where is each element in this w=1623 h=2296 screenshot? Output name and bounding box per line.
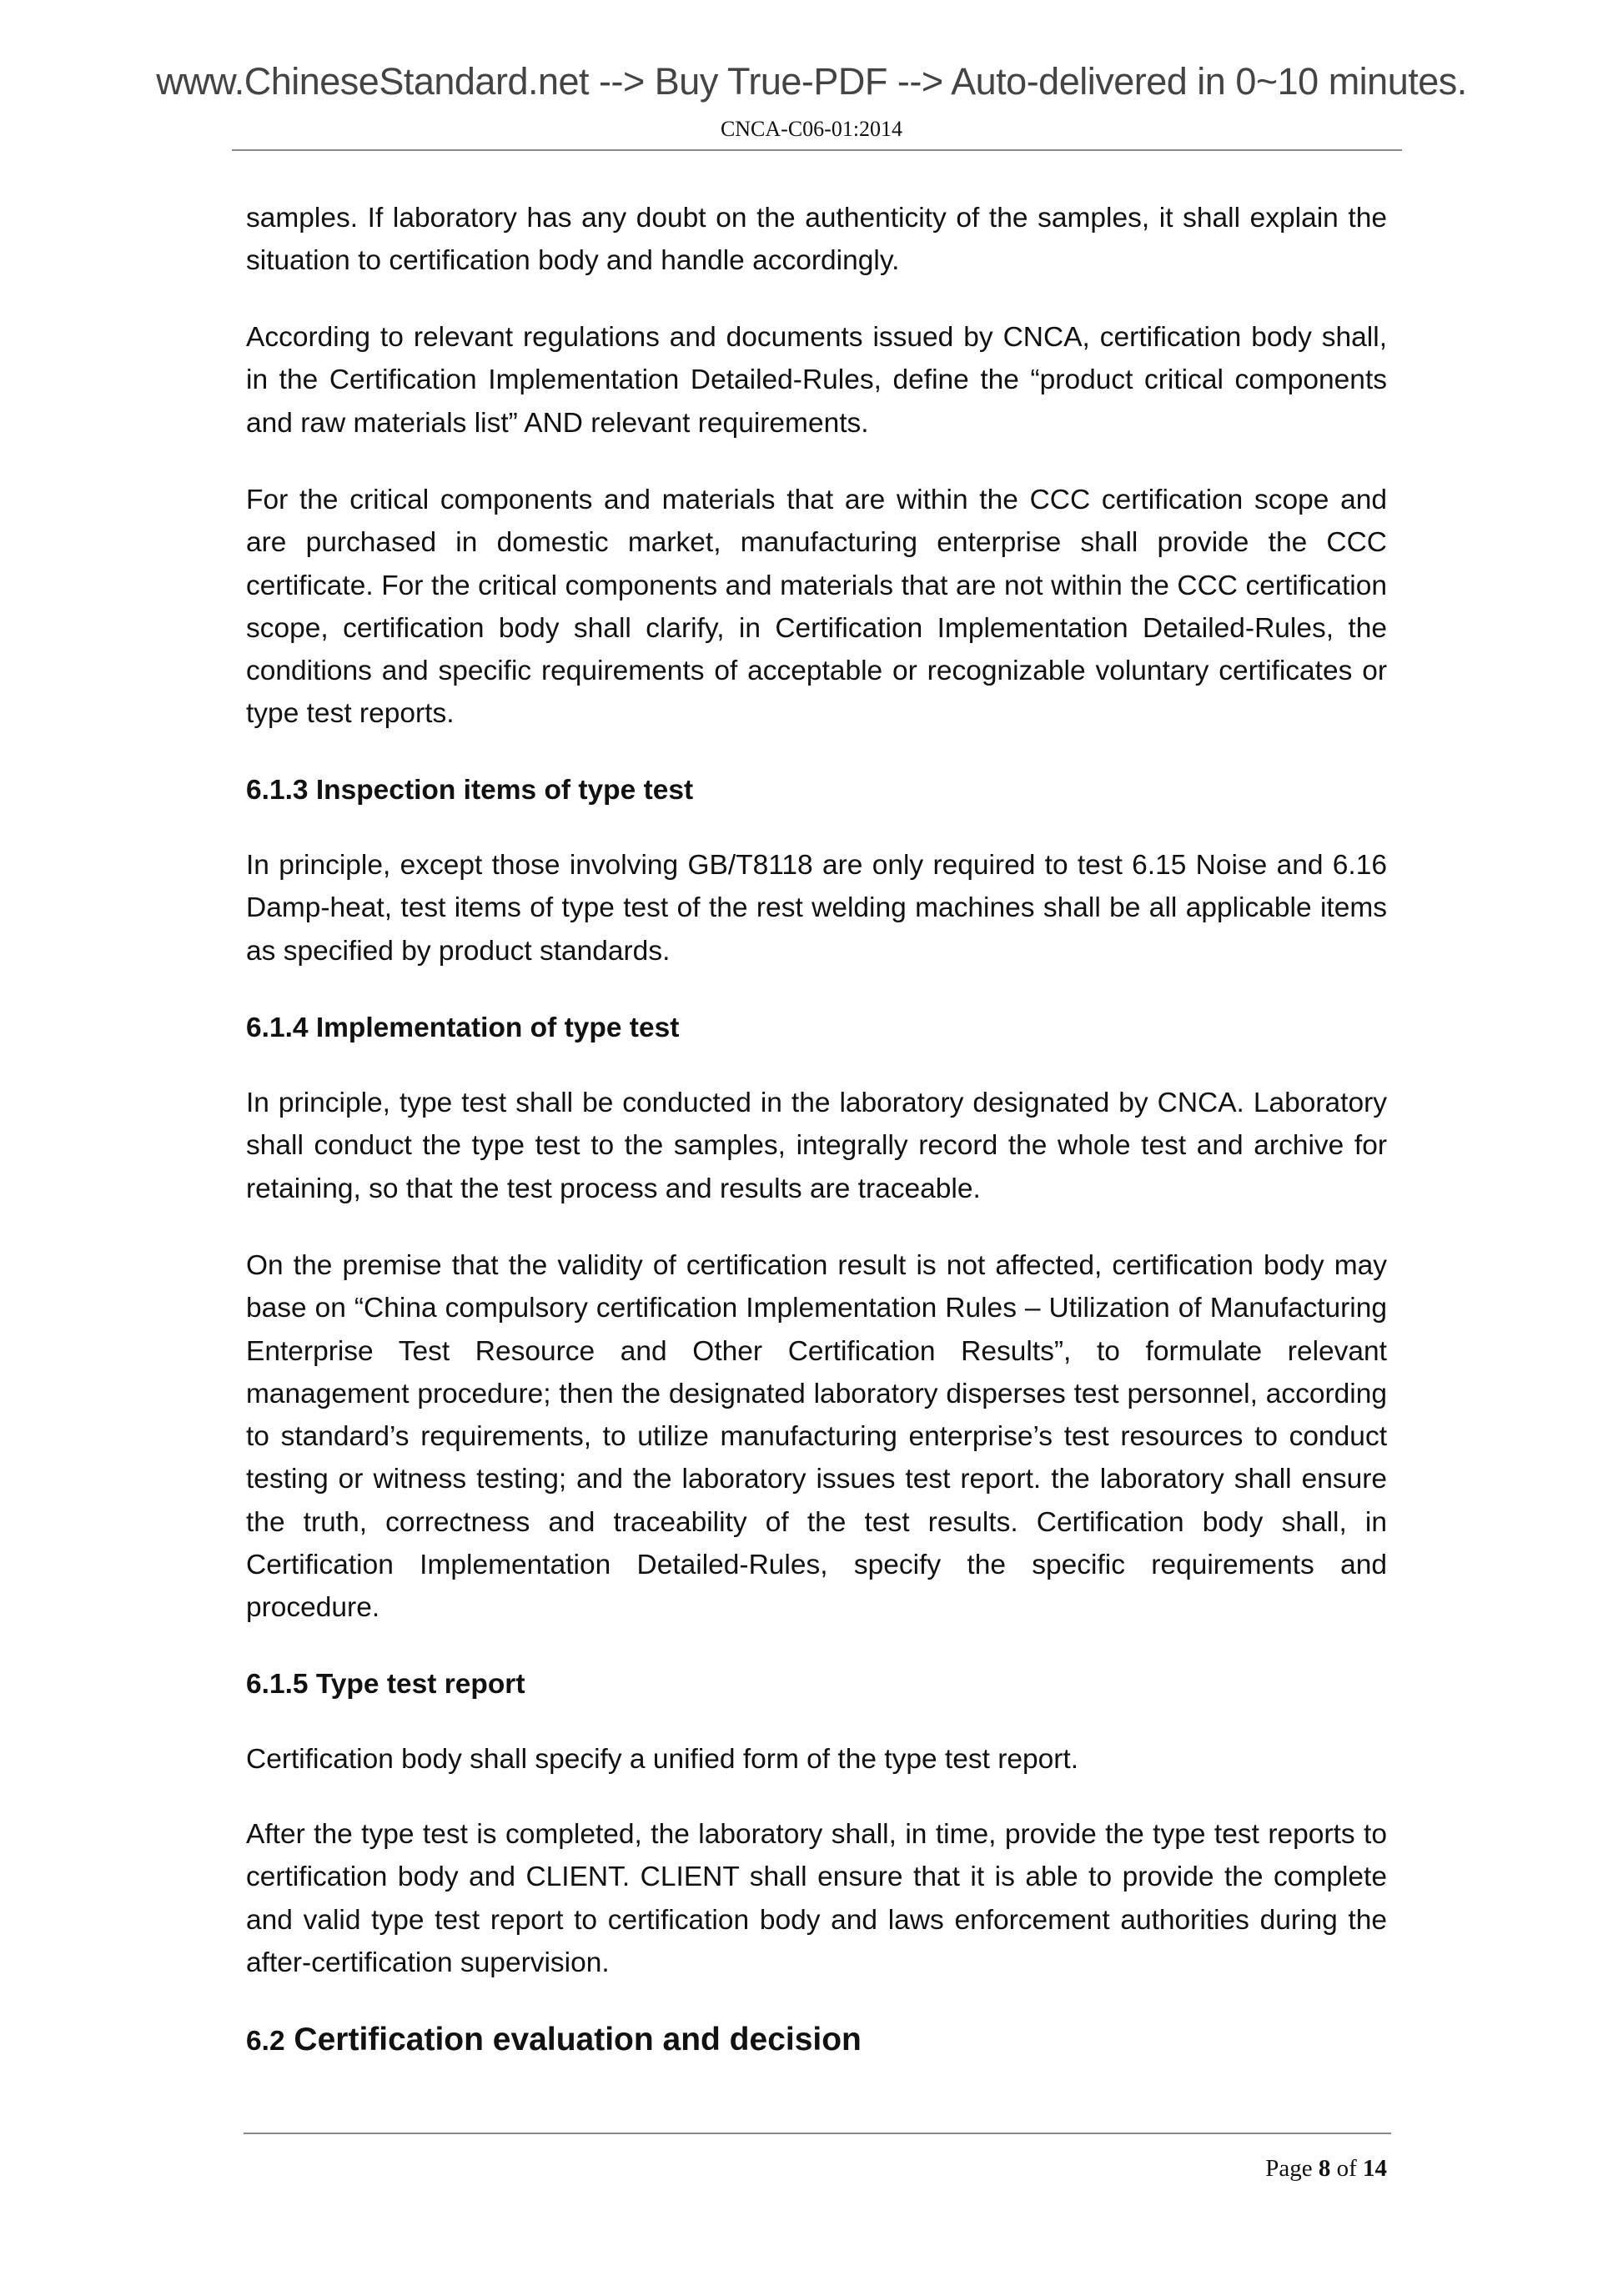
- paragraph: In principle, type test shall be conducted in the laboratory designated by CNCA. Laboratory shall conduct the type test to the samples, integrally record the whole test and archive for retaining, so that the test process and results are traceable.: [246, 1088, 1387, 1204]
- document-id: CNCA-C06-01:2014: [720, 117, 903, 141]
- section-heading-6-1-5: 6.1.5 Type test report: [246, 1669, 525, 1700]
- paragraph: For the critical components and materials that are within the CCC certification scope and are purchased in domestic market, manufacturing enterprise shall provide the CCC certificate. For the critical components and materials that are not within the CCC certification scope, certification body shall clarify, in Certification Implementation Detailed-Rules, the conditions and specific requirements of acceptable or recognizable voluntary certificates or type test reports.: [246, 485, 1387, 730]
- of-label: of: [1336, 2155, 1357, 2182]
- header-divider: [232, 149, 1402, 151]
- paragraph: In principle, except those involving GB/T8118 are only required to test 6.15 Noise and 6.16 Damp-heat, test items of type test of the rest welding machines shall be all applicable items as specified by product standards.: [246, 850, 1387, 967]
- page-label: Page: [1265, 2155, 1313, 2182]
- paragraph: On the premise that the validity of certification result is not affected, certification body may base on “China compulsory certification Implementation Rules – Utilization of Manufacturing Enterprise Test Resource and Other Certification Results”, to formulate relevant management procedure; then the designated laboratory disperses test personnel, according to standard’s requirements, to utilize manufacturing enterprise’s test resources to conduct testing or witness testing; and the laboratory issues test report. the laboratory shall ensure the truth, correctness and traceability of the test results. Certification body shall, in Certification Implementation Detailed-Rules, specify the specific requirements and procedure.: [246, 1250, 1387, 1624]
- site-banner: www.ChineseStandard.net --> Buy True-PDF --> Auto-delivered in 0~10 minutes.: [156, 60, 1467, 103]
- section-heading-6-1-3: 6.1.3 Inspection items of type test: [246, 775, 694, 806]
- paragraph: After the type test is completed, the laboratory shall, in time, provide the type test reports to certification body and CLIENT. CLIENT shall ensure that it is able to provide the complete and valid type test report to certification body and laws enforcement authorities during the after-certification supervision.: [246, 1819, 1387, 1978]
- total-pages: 14: [1363, 2155, 1387, 2182]
- section-number: 6.2: [246, 2026, 285, 2057]
- paragraph: According to relevant regulations and documents issued by CNCA, certification body shall, in the Certification Implementation Detailed-Rules, define the “product critical components and raw materials list” AND relevant requirements.: [246, 322, 1387, 439]
- paragraph: samples. If laboratory has any doubt on the authenticity of the samples, it shall explain the situation to certification body and handle accordingly.: [246, 203, 1387, 277]
- page-number: [1265, 2155, 1387, 2183]
- current-page: 8: [1318, 2155, 1331, 2182]
- footer-divider: [244, 2133, 1391, 2134]
- section-title: Certification evaluation and decision: [294, 2022, 862, 2057]
- section-heading-6-2: [246, 2018, 1387, 2062]
- section-heading-6-1-4: 6.1.4 Implementation of type test: [246, 1012, 680, 1043]
- paragraph: Certification body shall specify a unified form of the type test report.: [246, 1744, 1079, 1775]
